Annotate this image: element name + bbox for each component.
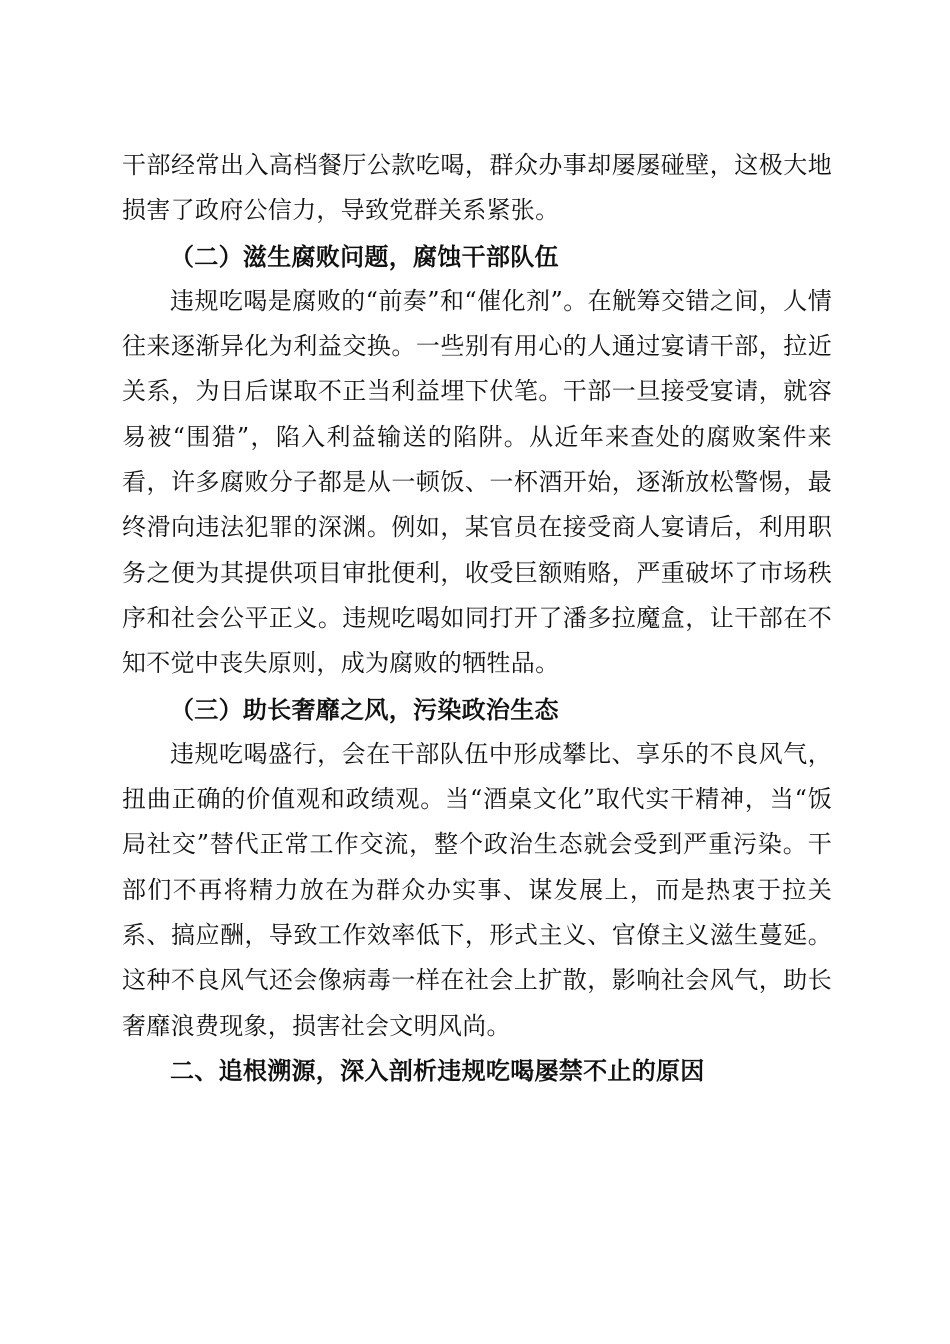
document-body [122,143,832,1094]
section-3-title: （三）助长奢靡之风，污染政治生态 [170,694,559,724]
continued-paragraph: 干部经常出入高档餐厅公款吃喝，群众办事却屡屡碰壁，这极大地损害了政府公信力，导致党群关系紧张。 [122,151,832,225]
section-3-body: 违规吃喝盛行，会在干部队伍中形成攀比、享乐的不良风气，扭曲正确的价值观和政绩观。当“酒桌文化”取代实干精神，当“饭局社交”替代正常工作交流，整个政治生态就会受到严重污染。干部们不再将精力放在为群众办实事、谋发展上，而是热衷于拉关系、搞应酬，导致工作效率低下，形式主义、官僚主义滋生蔓延。这种不良风气还会像病毒一样在社会上扩散，影响社会风气，助长奢靡浪费现象，损害社会文明风尚。 [122,739,832,1040]
section-2-body: 违规吃喝是腐败的“前奏”和“催化剂”。在觥筹交错之间，人情往来逐渐异化为利益交换。一些别有用心的人通过宴请干部，拉近关系，为日后谋取不正当利益埋下伏笔。干部一旦接受宴请，就容易被“围猎”，陷入利益输送的陷阱。从近年来查处的腐败案件来看，许多腐败分子都是从一顿饭、一杯酒开始，逐渐放松警惕，最终滑向违法犯罪的深渊。例如，某官员在接受商人宴请后，利用职务之便为其提供项目审批便利，收受巨额贿赂，严重破坏了市场秩序和社会公平正义。违规吃喝如同打开了潘多拉魔盒，让干部在不知不觉中丧失原则，成为腐败的牺牲品。 [122,286,832,678]
part-2-heading: 二、追根溯源，深入剖析违规吃喝屡禁不止的原因 [170,1056,705,1085]
section-2-title: （二）滋生腐败问题，腐蚀干部队伍 [170,241,559,271]
